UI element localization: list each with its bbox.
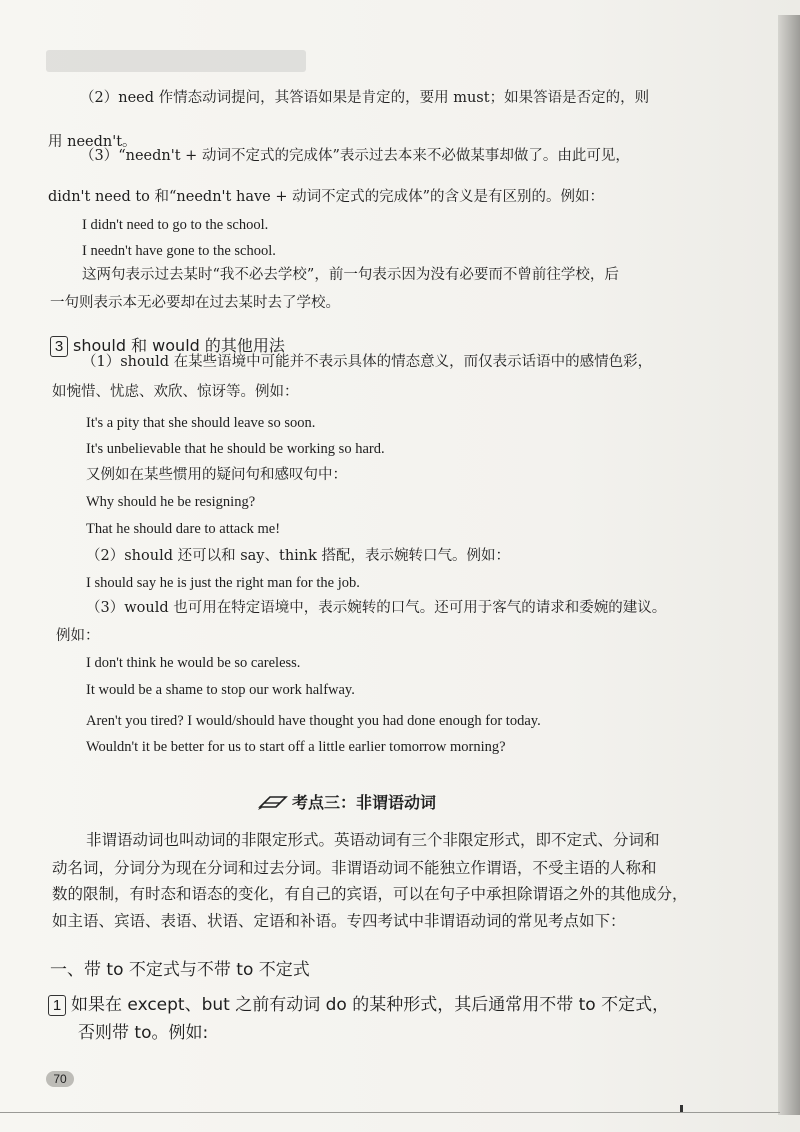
example-sentence: I should say he is just the right man for the job. — [86, 575, 360, 591]
para-line: 动名词，分词分为现在分词和过去分词。非谓语动词不能独立作谓语，不受主语的人称和 — [52, 859, 657, 877]
example-sentence: Wouldn't it be better for us to start off a little earlier tomorrow morning? — [86, 739, 506, 755]
page-edge-shadow — [778, 15, 800, 1115]
example-sentence: It would be a shame to stop our work halfway. — [86, 682, 355, 698]
para-line: （3）“needn't + 动词不定式的完成体”表示过去本来不必做某事却做了。由此可见， — [80, 148, 630, 164]
example-sentence: I didn't need to go to the school. — [82, 217, 269, 233]
example-sentence: Why should he be resigning? — [86, 494, 256, 510]
para-line: 例如： — [56, 628, 100, 644]
pencil-icon — [258, 794, 288, 814]
example-sentence: That he should dare to attack me! — [86, 521, 281, 537]
rule-number: 1 — [48, 995, 66, 1016]
para-line: 数的限制，有时态和语态的变化，有自己的宾语，可以在句子中承担除谓语之外的其他成分， — [52, 885, 688, 903]
section-number: 3 — [50, 336, 68, 357]
rule-item — [48, 990, 669, 1016]
example-sentence: Aren't you tired? I would/should have thought you had done enough for today. — [86, 713, 541, 729]
page-number: 70 — [46, 1071, 74, 1087]
para-line: （3）would 也可用在特定语境中，表示婉转的口气。还可用于客气的请求和委婉的建议。 — [86, 600, 667, 616]
para-line: （2）should 还可以和 say、think 搭配，表示婉转口气。例如： — [86, 548, 511, 564]
para-line: 用 needn't。 — [48, 134, 137, 150]
para-line: 如惋惜、忧虑、欢欣、惊讶等。例如： — [52, 384, 299, 400]
para-line: didn't need to 和“needn't have + 动词不定式的完成体”的含义是有区别的。例如： — [48, 189, 605, 205]
example-sentence: I needn't have gone to the school. — [82, 243, 276, 259]
rule-text-cont: 否则带 to。例如: — [78, 1023, 209, 1043]
rule-text: 如果在 except、but 之前有动词 do 的某种形式，其后通常用不带 to 不定式， — [71, 995, 670, 1015]
para-line: 一句则表示本无必要却在过去某时去了学校。 — [50, 295, 340, 311]
para-line: 这两句表示过去某时“我不必去学校”，前一句表示因为没有必要而不曾前往学校，后 — [82, 267, 619, 283]
para-line: 非谓语动词也叫动词的非限定形式。英语动词有三个非限定形式，即不定式、分词和 — [86, 831, 660, 849]
bottom-rule — [0, 1112, 780, 1113]
key-point-heading — [258, 790, 436, 814]
section-title: should 和 would 的其他用法 — [73, 336, 285, 355]
key-point-title: 考点三：非谓语动词 — [292, 793, 437, 812]
example-sentence: It's unbelievable that he should be working so hard. — [86, 441, 385, 457]
para-line: （2）need 作情态动词提问，其答语如果是肯定的，要用 must；如果答语是否定的，则 — [80, 90, 650, 106]
para-line: 又例如在某些惯用的疑问句和感叹句中： — [86, 467, 347, 483]
subheading: 一、带 to 不定式与不带 to 不定式 — [50, 960, 310, 980]
header-bleed — [46, 50, 306, 72]
example-sentence: It's a pity that she should leave so soon. — [86, 415, 316, 431]
example-sentence: I don't think he would be so careless. — [86, 655, 301, 671]
para-line: 如主语、宾语、表语、状语、定语和补语。专四考试中非谓语动词的常见考点如下： — [52, 912, 626, 930]
para-line: （1）should 在某些语境中可能并不表示具体的情态意义，而仅表示话语中的感情色彩， — [82, 354, 653, 370]
